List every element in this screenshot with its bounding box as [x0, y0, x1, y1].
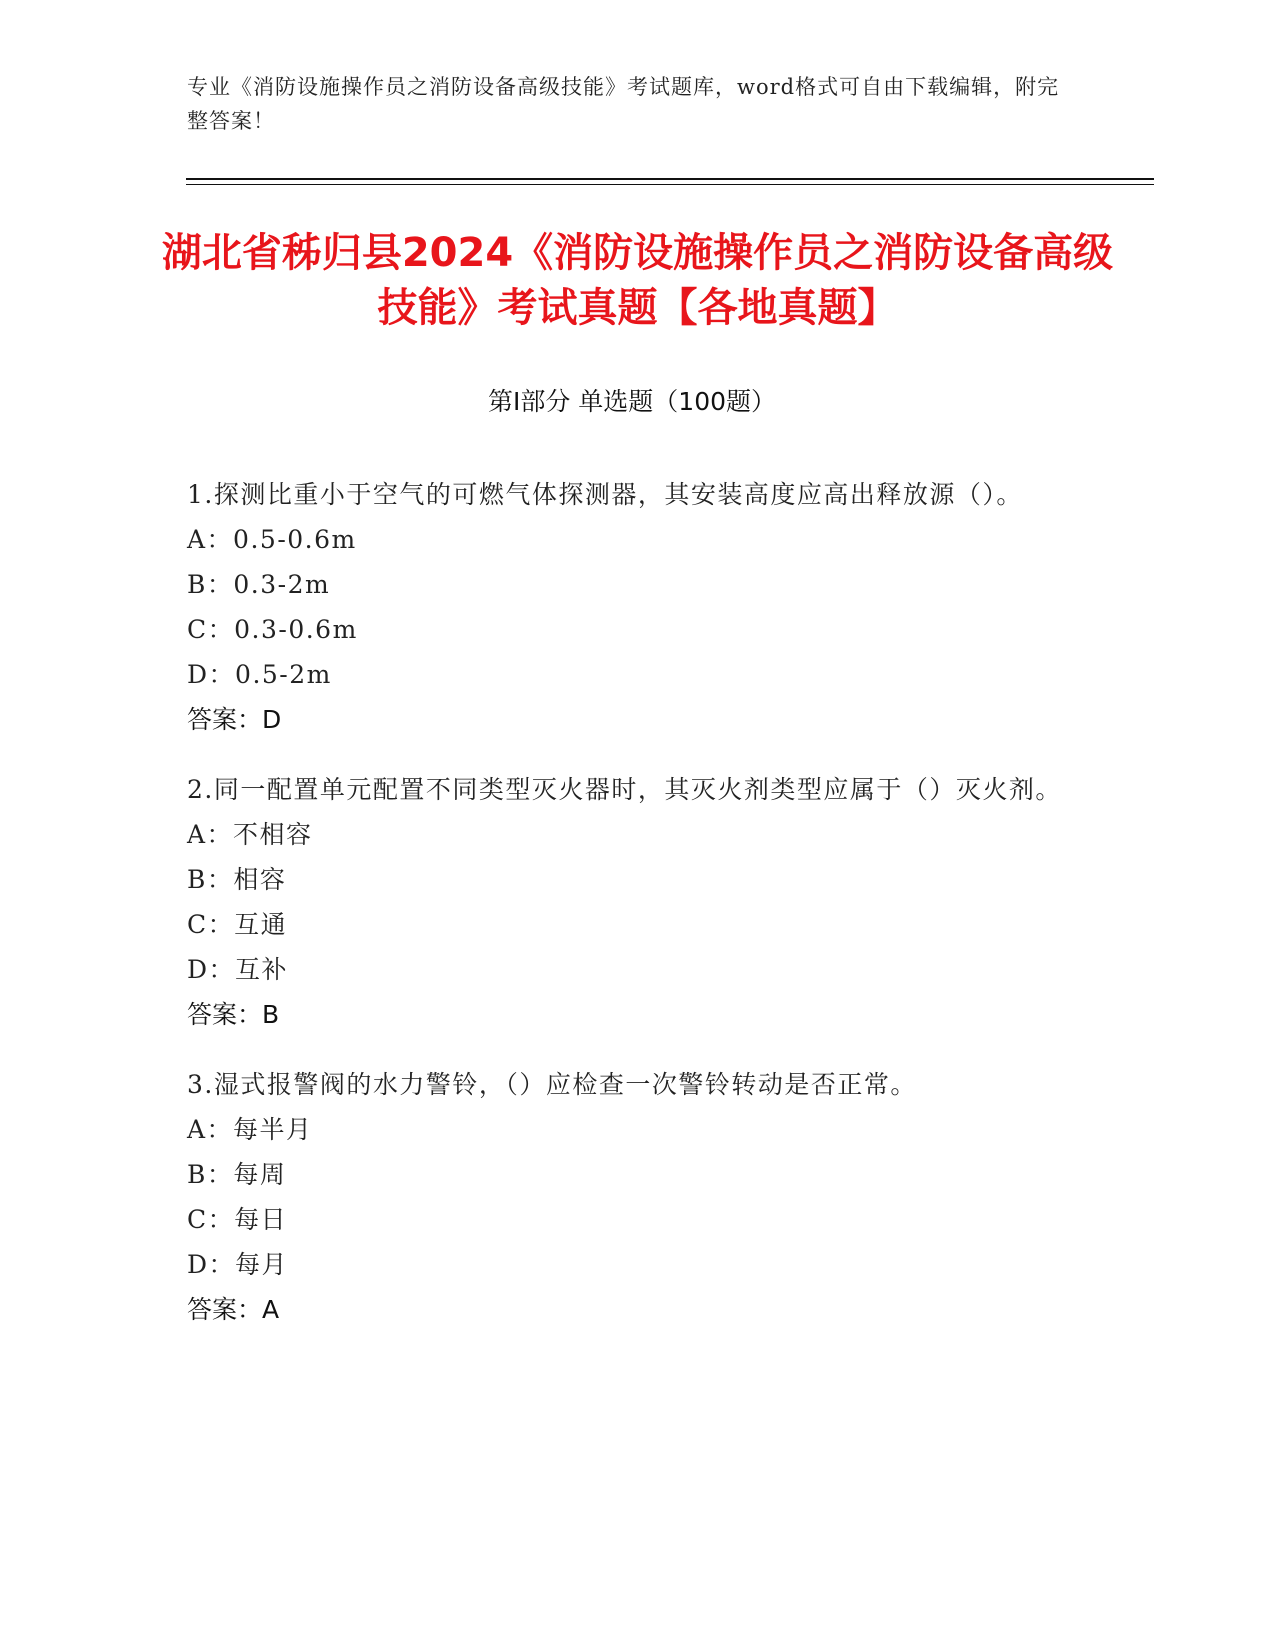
answer: 答案：B	[187, 1000, 280, 1029]
option-d: D：0.5-2m	[187, 660, 332, 689]
question-stem: 2.同一配置单元配置不同类型灭火器时，其灭火剂类型应属于（）灭火剂。	[187, 775, 1062, 804]
option-d: D：互补	[187, 955, 289, 984]
option-c: C：每日	[187, 1205, 288, 1234]
option-b: B：每周	[187, 1160, 287, 1189]
question-1	[187, 472, 1067, 742]
question-stem: 1.探测比重小于空气的可燃气体探测器，其安装高度应高出释放源（）。	[187, 480, 1023, 509]
option-c: C：互通	[187, 910, 288, 939]
option-b: B：相容	[187, 865, 287, 894]
header-note: 专业《消防设施操作员之消防设备高级技能》考试题库，word格式可自由下载编辑，附完整答案！	[187, 75, 1060, 133]
option-b: B：0.3-2m	[187, 570, 331, 599]
option-c: C：0.3-0.6m	[187, 615, 358, 644]
answer: 答案：A	[187, 1295, 280, 1324]
document-title: 湖北省秭归县2024《消防设施操作员之消防设备高级技能》考试真题【各地真题】	[161, 230, 1114, 331]
header-rule-thin	[186, 184, 1154, 185]
option-d: D：每月	[187, 1250, 289, 1279]
header-rule-thick	[186, 178, 1154, 180]
question-list	[187, 472, 1067, 1357]
answer: 答案：D	[187, 705, 282, 734]
question-2	[187, 767, 1067, 1037]
option-a: A：每半月	[187, 1115, 313, 1144]
question-3	[187, 1062, 1067, 1332]
section-title: 第I部分 单选题（100题）	[487, 387, 777, 416]
option-a: A：0.5-0.6m	[187, 525, 357, 554]
option-a: A：不相容	[187, 820, 313, 849]
question-stem: 3.湿式报警阀的水力警铃，（）应检查一次警铃转动是否正常。	[187, 1070, 917, 1099]
